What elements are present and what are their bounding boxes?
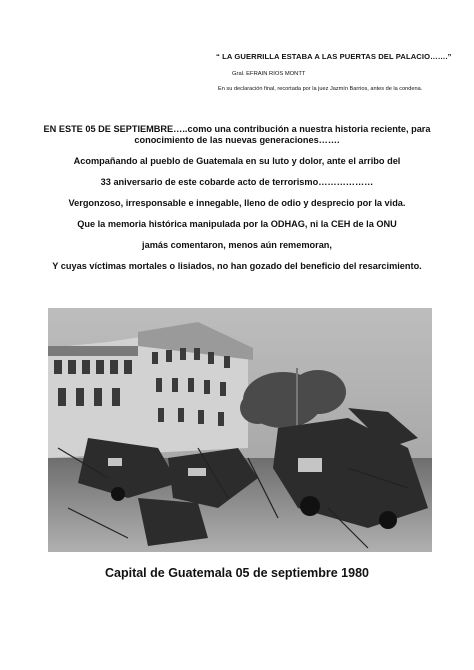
quote-author: Gral. EFRAIN RIOS MONTT [232,71,306,77]
body-line-4: 33 aniversario de este cobarde acto de terrorismo……………… [100,177,374,187]
body-line-5: Vergonzoso, irresponsable e innegable, lleno de odio y desprecio por la vida. [68,198,406,208]
body-line-2: conocimiento de las nuevas generaciones……. [134,135,340,145]
quote-text: “ LA GUERRILLA ESTABA A LAS PUERTAS DEL PALACIO…….” [216,52,452,61]
body-line-6: Que la memoria histórica manipulada por la ODHAG, ni la CEH de la ONU [77,219,397,229]
body-line-8: Y cuyas víctimas mortales o lisiados, no han gozado del beneficio del resarcimiento. [52,261,422,271]
body-text [0,124,474,272]
photo-caption: Capital de Guatemala 05 de septiembre 1980 [104,566,369,580]
body-line-3: Acompañando al pueblo de Guatemala en su luto y dolor, ante el arribo del [73,156,401,166]
quote-block [216,52,466,92]
historical-photo [48,308,432,552]
body-line-1: EN ESTE 05 DE SEPTIEMBRE…..como una contribución a nuestra historia reciente, para [43,124,431,134]
body-line-7: jamás comentaron, menos aún rememoran, [142,240,332,250]
quote-note: En su declaración final, recortada por la juez Jazmín Barrios, antes de la condena. [218,86,423,92]
